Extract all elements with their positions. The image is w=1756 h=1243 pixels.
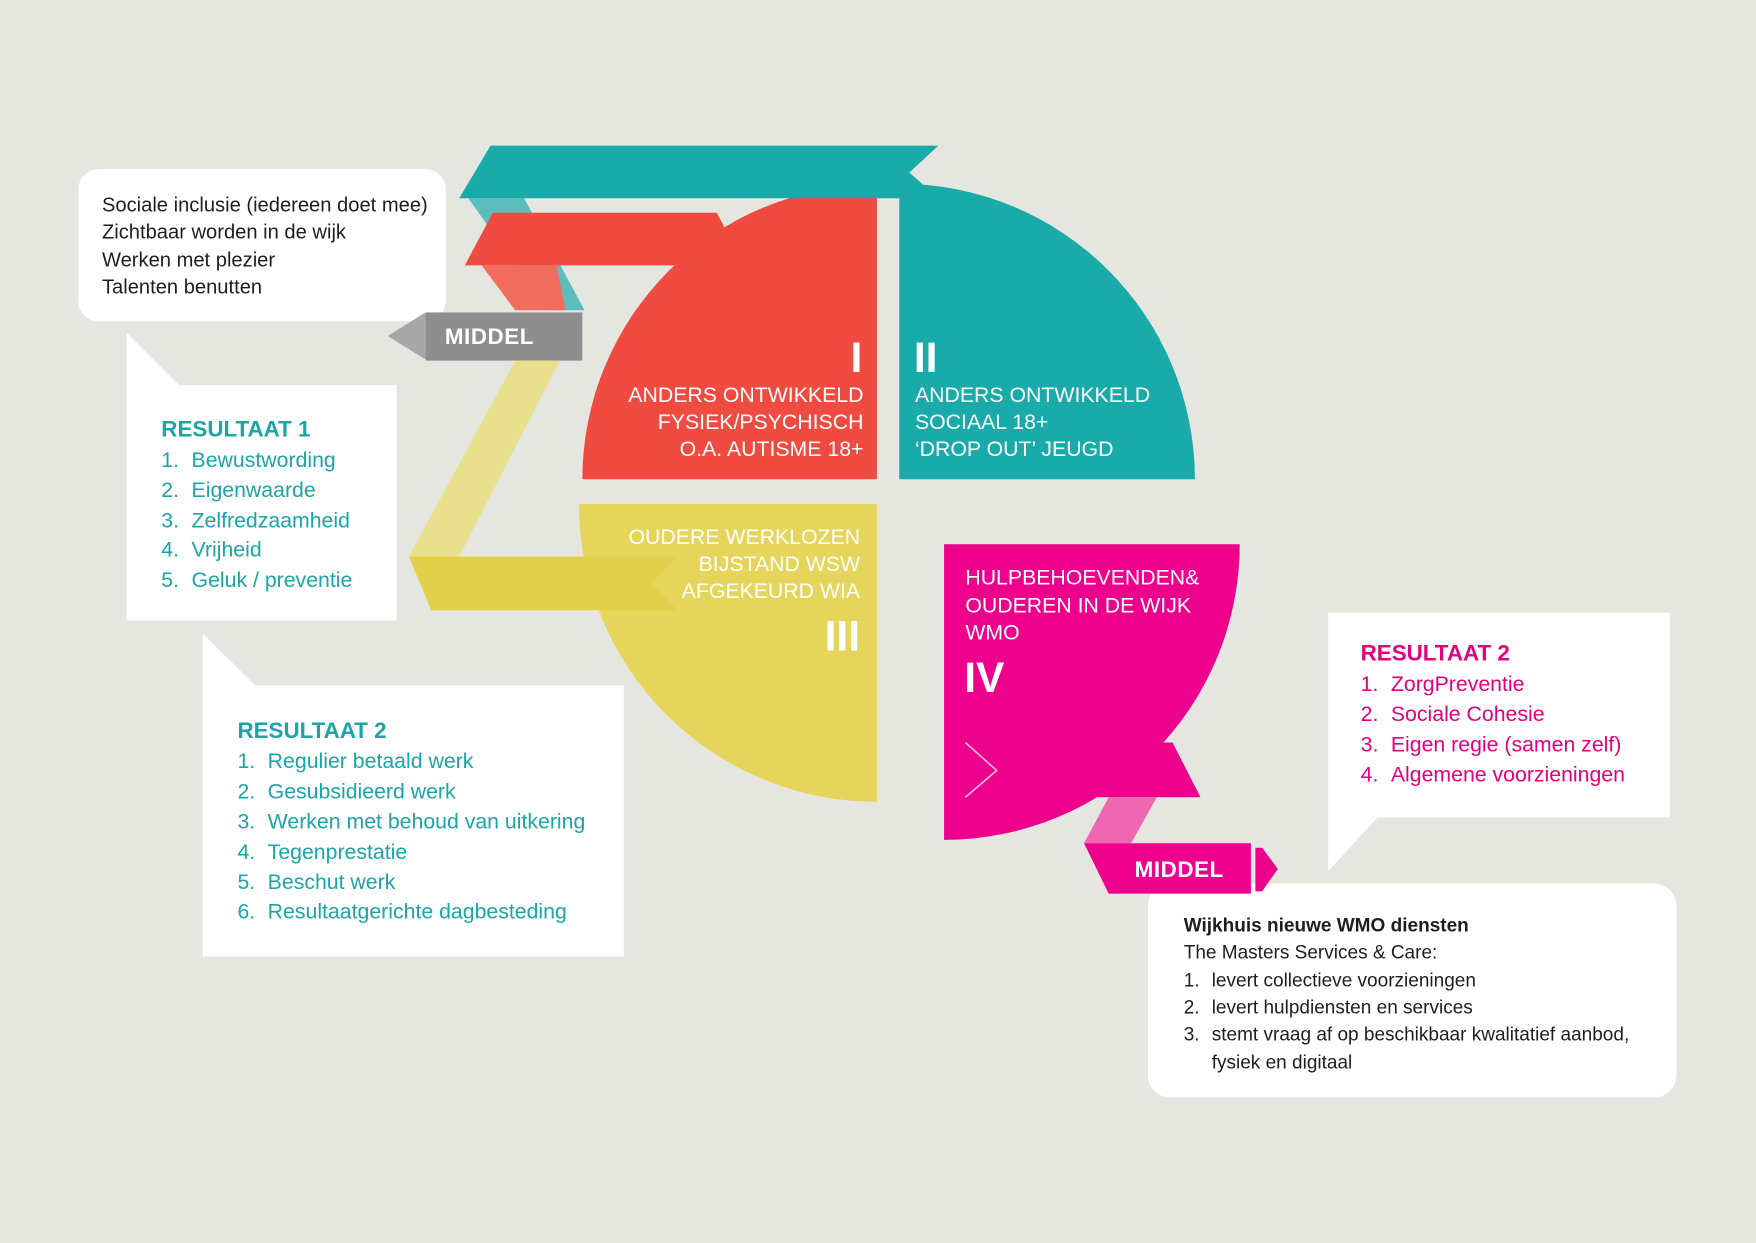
quadrant-4-numeral: IV — [964, 654, 1005, 703]
magenta-ribbon — [965, 742, 1200, 797]
wijkhuis-item-number: 1. — [1183, 970, 1200, 992]
resultaat-2-teal-item-number: 2. — [237, 779, 256, 804]
wijkhuis-item-text: stemt vraag af op beschikbaar kwalitatief aanbod, — [1211, 1024, 1630, 1046]
resultaat-2-teal-item-text: Tegenprestatie — [267, 839, 408, 864]
goals-line: Sociale inclusie (iedereen doet mee) — [101, 194, 428, 217]
resultaat-2-magenta-item-number: 2. — [1360, 702, 1379, 727]
quadrant-2-numeral: II — [913, 333, 938, 382]
wijkhuis-item-number: 2. — [1183, 997, 1200, 1019]
quadrant-3-label-line: BIJSTAND WSW — [698, 552, 861, 577]
wijkhuis-intro: The Masters Services & Care: — [1183, 942, 1438, 964]
quadrant-2-label-line: ANDERS ONTWIKKELD — [914, 383, 1151, 408]
resultaat-2-magenta-title: RESULTAAT 2 — [1360, 640, 1510, 666]
quadrant-1-label-line: ANDERS ONTWIKKELD — [628, 383, 864, 408]
goals-line: Werken met plezier — [101, 249, 276, 272]
quadrant-4-label-line: OUDEREN IN DE WIJK — [965, 593, 1192, 618]
teal-ribbon — [459, 146, 938, 199]
wijkhuis-item-text: levert collectieve voorzieningen — [1211, 970, 1476, 992]
resultaat-2-magenta-item-text: ZorgPreventie — [1390, 671, 1525, 696]
quadrant-1-numeral: I — [850, 333, 863, 382]
resultaat-2-teal-item-number: 1. — [237, 749, 256, 774]
wijkhuis-title: Wijkhuis nieuwe WMO diensten — [1183, 915, 1469, 937]
quadrant-4-label-line: WMO — [965, 620, 1020, 645]
yellow-ribbon — [409, 557, 678, 611]
quadrant-3-label-line: OUDERE WERKLOZEN — [628, 525, 861, 550]
resultaat-1-item-text: Zelfredzaamheid — [191, 508, 350, 533]
resultaat-2-teal-item-text: Regulier betaald werk — [267, 749, 474, 774]
resultaat-2-teal-item-text: Resultaatgerichte dagbesteding — [267, 899, 567, 924]
resultaat-2-teal-title: RESULTAAT 2 — [237, 717, 387, 743]
resultaat-1-item-number: 5. — [161, 567, 180, 592]
resultaat-1-item-text: Geluk / preventie — [191, 567, 353, 592]
goals-line: Zichtbaar worden in de wijk — [101, 221, 347, 244]
resultaat-1-item-text: Vrijheid — [191, 537, 262, 562]
resultaat-1-title: RESULTAAT 1 — [161, 416, 311, 442]
goals-box — [78, 169, 445, 321]
goals-line: Talenten benutten — [101, 276, 263, 299]
quadrant-3-numeral: III — [824, 612, 861, 661]
resultaat-1-item-number: 2. — [161, 478, 180, 503]
resultaat-2-teal-item-number: 3. — [237, 809, 256, 834]
resultaat-2-teal-item-text: Gesubsidieerd werk — [267, 779, 456, 804]
quadrant-2-label-line: ‘DROP OUT’ JEUGD — [914, 436, 1114, 461]
resultaat-2-magenta-item-text: Sociale Cohesie — [1390, 702, 1545, 727]
quadrant-1-label-line: FYSIEK/PSYCHISCH — [657, 409, 864, 434]
resultaat-2-magenta-item-text: Eigen regie (samen zelf) — [1390, 732, 1622, 757]
resultaat-1-item-text: Eigenwaarde — [191, 478, 316, 503]
red-ribbon — [465, 213, 745, 266]
quadrant-4-label-line: HULPBEHOEVENDEN& — [965, 565, 1200, 590]
middel-left-label: MIDDEL — [444, 323, 534, 349]
resultaat-2-teal-item-text: Werken met behoud van uitkering — [267, 809, 586, 834]
quadrant-1-label-line: O.A. AUTISME 18+ — [679, 436, 864, 461]
resultaat-1-item-number: 4. — [161, 537, 180, 562]
wijkhuis-item-number: 3. — [1183, 1024, 1200, 1046]
resultaat-2-magenta-item-number: 3. — [1360, 732, 1379, 757]
resultaat-2-magenta-item-number: 4. — [1360, 762, 1379, 787]
resultaat-1-item-number: 3. — [161, 508, 180, 533]
resultaat-1-item-text: Bewustwording — [191, 447, 336, 472]
quadrant-3-label-line: AFGEKEURD WIA — [681, 578, 861, 603]
wijkhuis-item-text: fysiek en digitaal — [1211, 1052, 1353, 1074]
resultaat-2-magenta-item-number: 1. — [1360, 671, 1379, 696]
middel-right-label: MIDDEL — [1134, 856, 1224, 882]
resultaat-2-teal-item-text: Beschut werk — [267, 870, 396, 895]
resultaat-2-teal-item-number: 6. — [237, 899, 256, 924]
resultaat-2-teal-item-number: 5. — [237, 870, 256, 895]
resultaat-1-item-number: 1. — [161, 447, 180, 472]
resultaat-2-magenta-item-text: Algemene voorzieningen — [1390, 762, 1625, 787]
wijkhuis-item-text: levert hulpdiensten en services — [1211, 997, 1473, 1019]
quadrant-2-label-line: SOCIAAL 18+ — [914, 409, 1049, 434]
resultaat-2-teal-item-number: 4. — [237, 839, 256, 864]
